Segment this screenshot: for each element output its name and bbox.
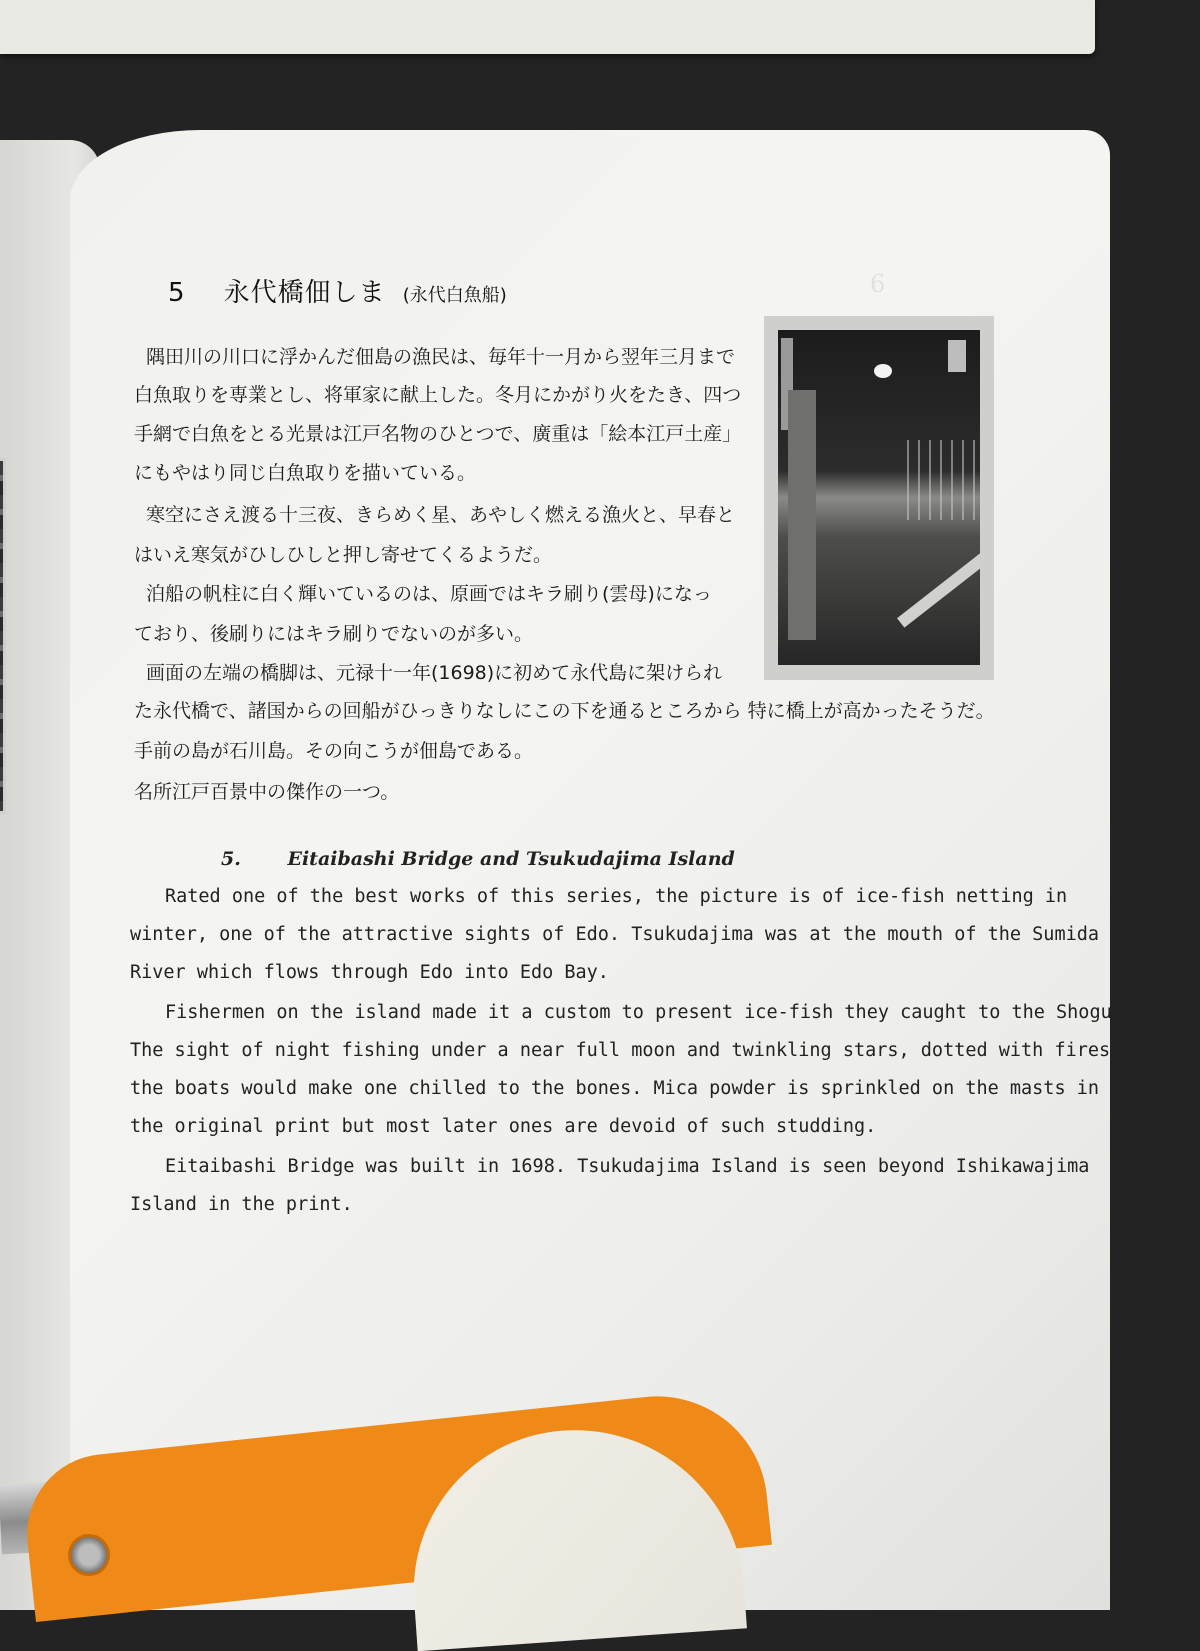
japanese-text-line: 寒空にさえ渡る十三夜、きらめく星、あやしく燃える漁火と、早春と bbox=[146, 504, 736, 526]
english-text-line: Island in the print. bbox=[130, 1194, 353, 1215]
english-text-line: Fishermen on the island made it a custom to present ice-fish they caught to the Shogun. bbox=[165, 1002, 1135, 1023]
english-text-line: River which flows through Edo into Edo Bay. bbox=[130, 962, 609, 983]
print-scene bbox=[778, 330, 980, 665]
section-number: 5 bbox=[168, 278, 185, 308]
japanese-text-line: 泊船の帆柱に白く輝いているのは、原画ではキラ刷り(雲母)になっ bbox=[146, 583, 712, 605]
japanese-text-line: た永代橋で、諸国からの回船がひっきりなしにこの下を通るところから 特に橋上が高かったそうだ。 bbox=[134, 700, 995, 722]
woodblock-print-image bbox=[764, 316, 994, 680]
japanese-text-line: ており、後刷りにはキラ刷りでないのが多い。 bbox=[134, 623, 534, 645]
japanese-text-line: 隅田川の川口に浮かんだ佃島の漁民は、毎年十一月から翌年三月まで bbox=[146, 346, 736, 368]
english-text-line: Eitaibashi Bridge was built in 1698. Tsukudajima Island is seen beyond Ishikawajima bbox=[165, 1156, 1090, 1177]
japanese-text-line: 名所江戸百景中の傑作の一つ。 bbox=[134, 781, 400, 803]
left-page-print-image bbox=[0, 458, 6, 814]
japanese-text-line: にもやはり同じ白魚取りを描いている。 bbox=[134, 462, 477, 484]
english-text-line: The sight of night fishing under a near full moon and twinkling stars, dotted with fires on bbox=[130, 1040, 1144, 1061]
english-section-number: 5. bbox=[221, 848, 241, 870]
bridge-pillar bbox=[788, 390, 816, 640]
japanese-text-line: 手網で白魚をとる光景は江戸名物のひとつで、廣重は「絵本江戸土産」 bbox=[134, 423, 742, 445]
section-title: 永代橋佃しま bbox=[223, 278, 386, 308]
japanese-text-line: はいえ寒気がひしひしと押し寄せてくるようだ。 bbox=[134, 544, 553, 566]
top-paper-sheet bbox=[0, 0, 1095, 54]
section-subtitle: (永代白魚船) bbox=[402, 285, 507, 306]
english-text-line: winter, one of the attractive sights of Edo. Tsukudajima was at the mouth of the Sumida bbox=[130, 924, 1100, 945]
moon-shape bbox=[874, 364, 892, 378]
scissors-pivot-screw bbox=[68, 1534, 110, 1576]
english-text-line: the boats would make one chilled to the bones. Mica powder is sprinkled on the masts in bbox=[130, 1078, 1100, 1099]
english-text-line: Rated one of the best works of this series, the picture is of ice-fish netting in bbox=[165, 886, 1068, 907]
japanese-text-line: 画面の左端の橋脚は、元禄十一年(1698)に初めて永代島に架けられ bbox=[146, 662, 723, 684]
english-section-title: Eitaibashi Bridge and Tsukudajima Island bbox=[287, 848, 735, 870]
print-cartouche bbox=[948, 340, 966, 372]
japanese-text-line: 白魚取りを専業とし、将軍家に献上した。冬月にかがり火をたき、四つ bbox=[134, 384, 742, 406]
boat-masts bbox=[898, 440, 978, 520]
bridge-strut bbox=[897, 544, 980, 627]
show-through-text: 6 bbox=[870, 270, 886, 298]
japanese-text-line: 手前の島が石川島。その向こうが佃島である。 bbox=[134, 740, 534, 762]
section-heading bbox=[168, 272, 507, 309]
english-text-line: the original print but most later ones are devoid of such studding. bbox=[130, 1116, 877, 1137]
english-heading bbox=[221, 848, 735, 870]
